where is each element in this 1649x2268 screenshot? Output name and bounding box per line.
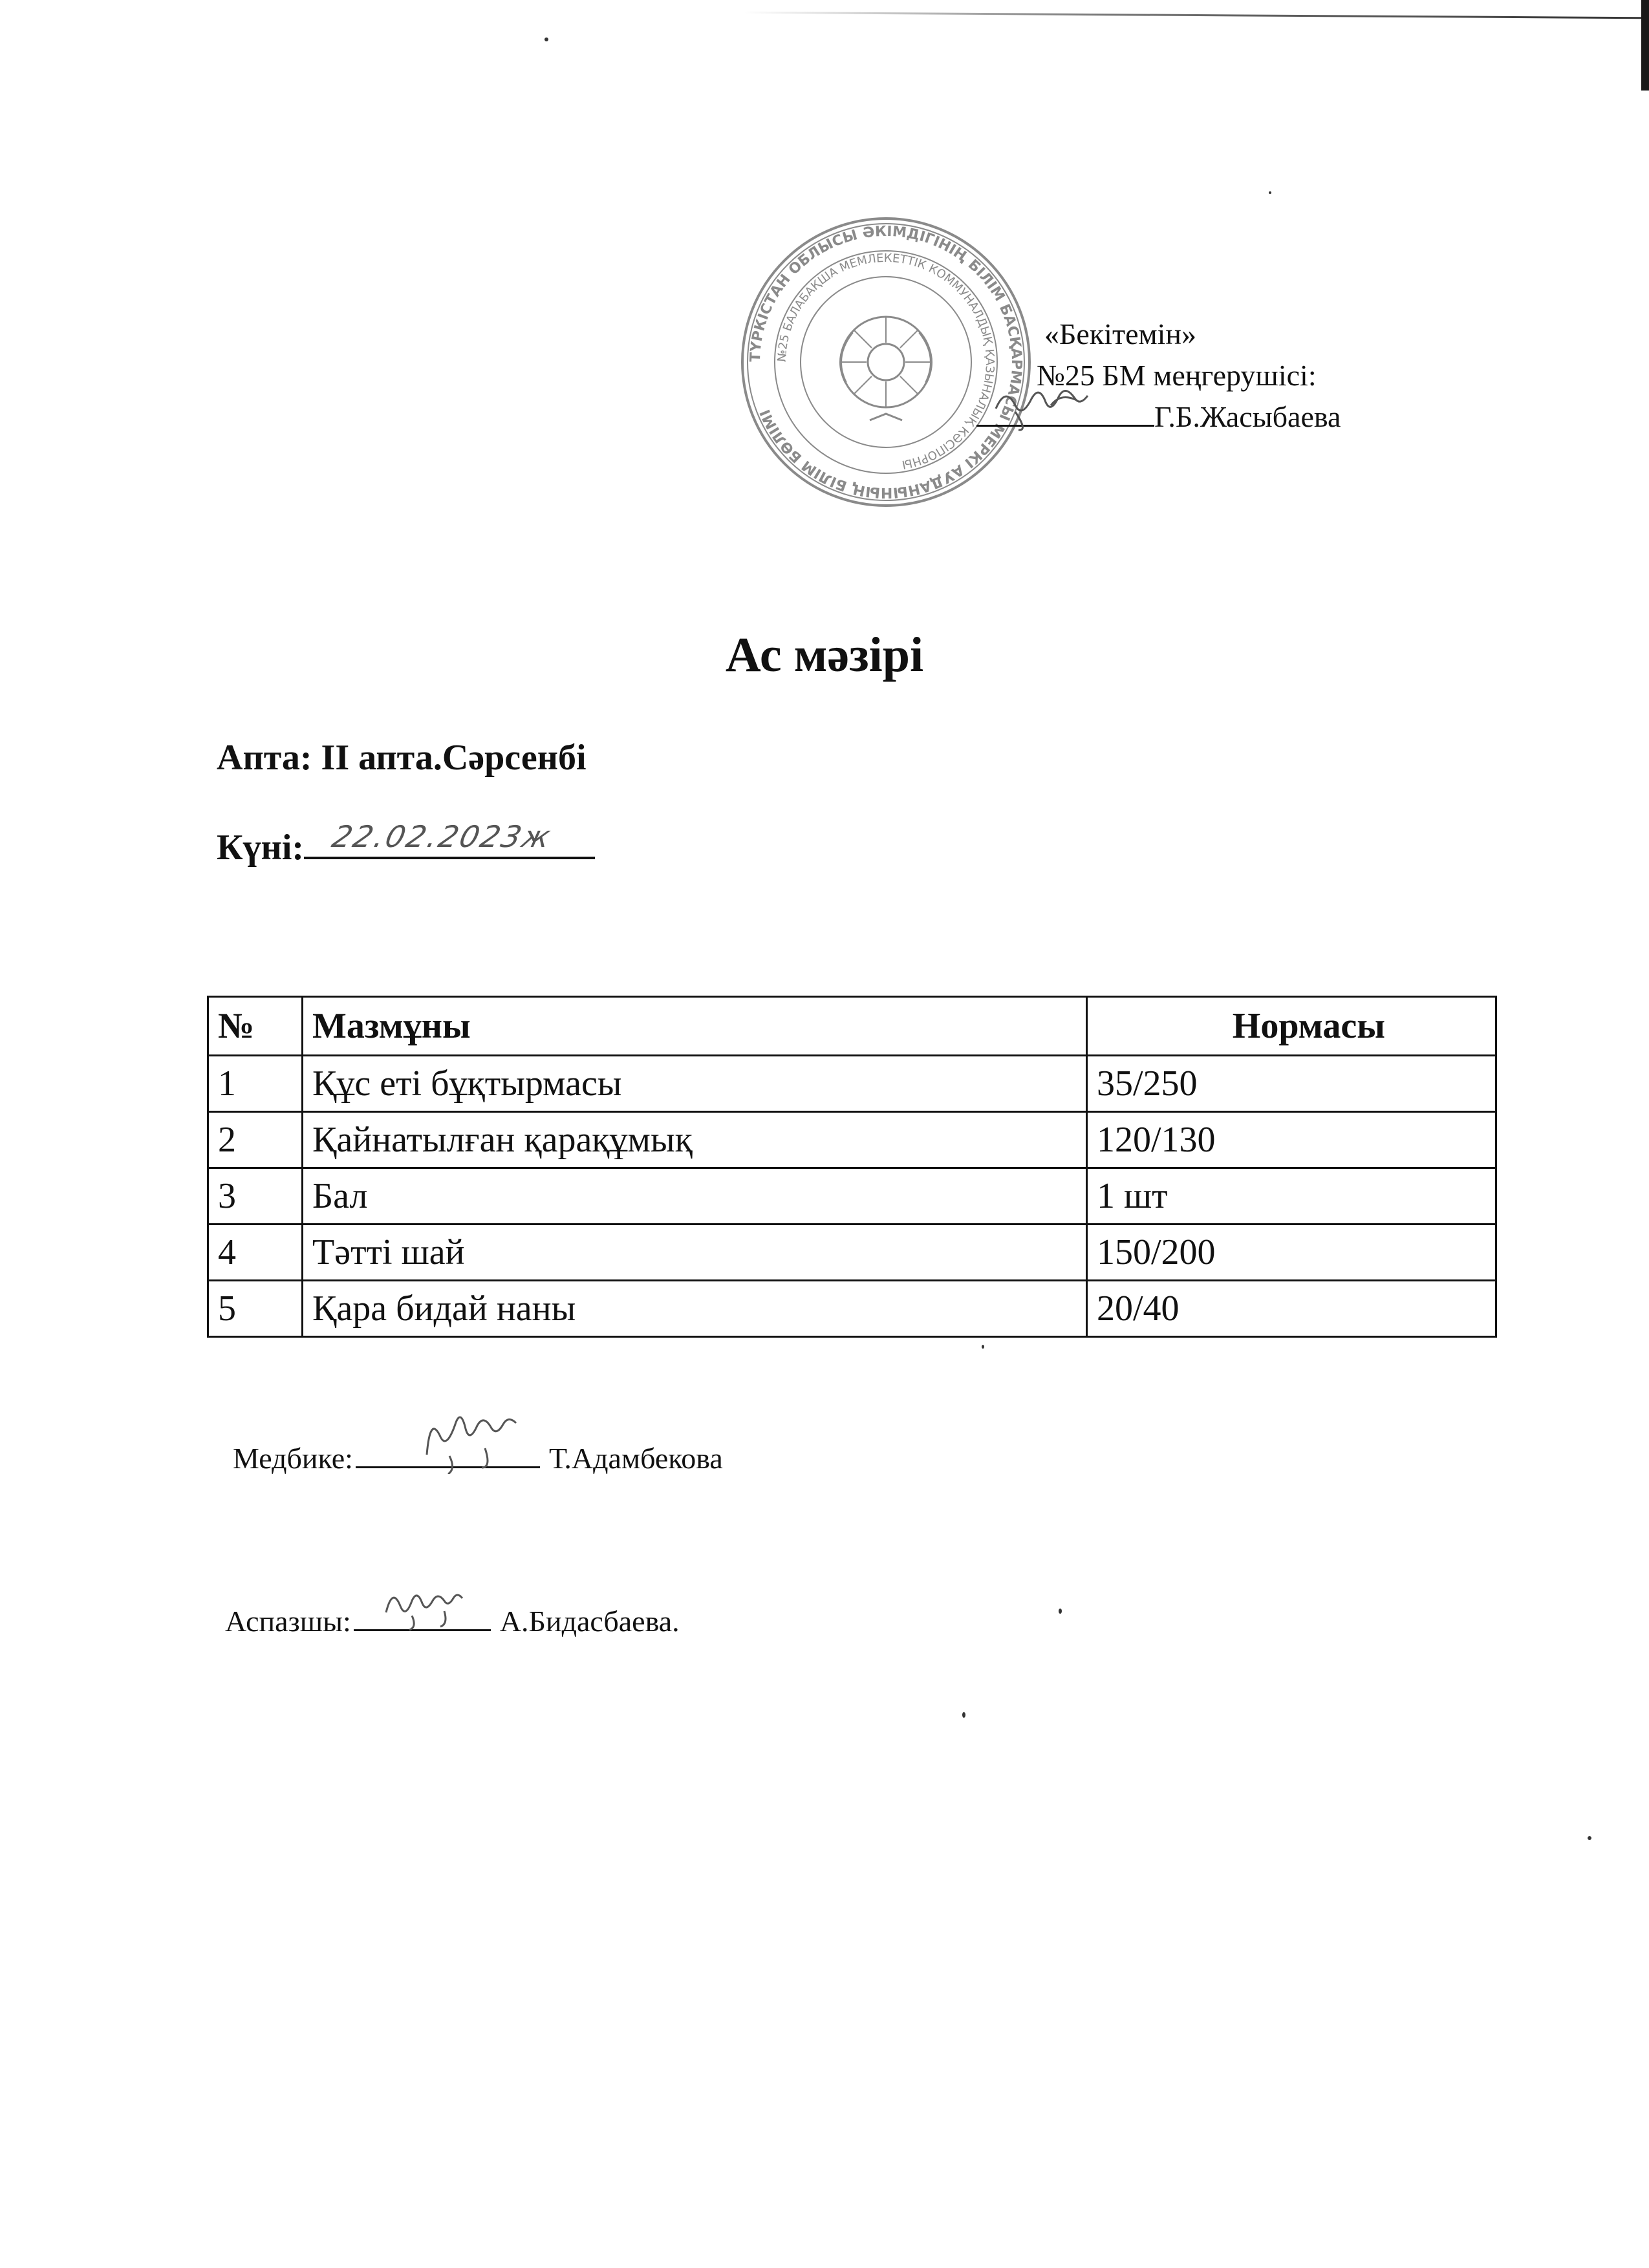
- dish-name: Бал: [303, 1168, 1087, 1225]
- row-number: 4: [208, 1225, 303, 1281]
- director-name: Г.Б.Жасыбаева: [1154, 400, 1341, 433]
- dish-norm: 35/250: [1087, 1056, 1496, 1112]
- table-row: [208, 1225, 1496, 1281]
- table-header-row: [208, 997, 1496, 1056]
- date-row: [217, 819, 595, 868]
- approval-heading: «Бекітемін»: [1044, 317, 1196, 350]
- page-title: Ас мәзірі: [725, 628, 924, 682]
- stamp-outer-text: ТҮРКІСТАН ОБЛЫСЫ ӘКІМДІГІНІҢ БІЛІМ БАСҚАРМАСЫ МЕРКІ АУДАНЫНЫҢ БІЛІМ БӨЛІМІ: [747, 223, 1025, 501]
- nurse-name: Т.Адамбекова: [548, 1442, 723, 1475]
- dish-norm: 150/200: [1087, 1225, 1496, 1281]
- row-number: 1: [208, 1056, 303, 1112]
- scan-speck: [1059, 1609, 1062, 1614]
- approval-position: №25 БМ меңгерушісі:: [1037, 359, 1317, 392]
- dish-name: Құс еті бұқтырмасы: [303, 1056, 1087, 1112]
- official-stamp-seal: [737, 213, 1035, 511]
- table-row: [208, 1281, 1496, 1337]
- scan-edge-right: [1641, 0, 1649, 91]
- scan-speck: [1588, 1836, 1591, 1840]
- svg-text:№25 БАЛАБАҚША МЕМЛЕКЕТТІК КОММ: [775, 251, 997, 471]
- table-row: [208, 1168, 1496, 1225]
- date-value-handwritten: 22.02.2023ж: [329, 819, 556, 854]
- nurse-signature-row: [233, 1440, 723, 1475]
- cook-signature-row: [225, 1603, 680, 1638]
- header-content: Мазмұны: [303, 997, 1087, 1056]
- date-label: Күні:: [217, 828, 305, 868]
- cook-name: А.Бидасбаева.: [499, 1605, 680, 1638]
- header-norm: Нормасы: [1087, 997, 1496, 1056]
- cook-label: Аспазшы:: [225, 1605, 351, 1638]
- date-field: [304, 819, 595, 859]
- row-number: 5: [208, 1281, 303, 1337]
- scan-speck: [962, 1712, 965, 1718]
- table-row: [208, 1112, 1496, 1168]
- table-row: [208, 1056, 1496, 1112]
- approval-block: [1037, 314, 1341, 438]
- svg-text:ТҮРКІСТАН ОБЛЫСЫ ӘКІМДІГІНІҢ Б: [748, 224, 1024, 500]
- dish-name: Қара бидай наны: [303, 1281, 1087, 1337]
- cook-signature-line: [354, 1603, 491, 1631]
- row-number: 3: [208, 1168, 303, 1225]
- state-emblem-icon: [841, 317, 931, 420]
- cook-signature-icon: [380, 1580, 477, 1632]
- scan-edge-top: [744, 12, 1649, 19]
- scan-speck: [544, 37, 548, 41]
- dish-name: Тәтті шай: [303, 1225, 1087, 1281]
- scan-speck: [1269, 191, 1271, 194]
- row-number: 2: [208, 1112, 303, 1168]
- stamp-inner-text: №25 БАЛАБАҚША МЕМЛЕКЕТТІК КОММУНАЛДЫҚ ҚАЗЫНАЛЫҚ КӘСІПОРНЫ: [775, 251, 997, 472]
- nurse-signature-icon: [414, 1409, 537, 1474]
- nurse-signature-line: [356, 1440, 540, 1468]
- dish-norm: 20/40: [1087, 1281, 1496, 1337]
- dish-norm: 120/130: [1087, 1112, 1496, 1168]
- director-signature-line: [976, 399, 1154, 427]
- menu-table: [207, 996, 1497, 1338]
- week-label: Апта: ІІ апта.Сәрсенбі: [217, 738, 587, 778]
- scan-speck: [982, 1345, 984, 1349]
- director-signature-icon: [989, 380, 1119, 431]
- header-number: №: [208, 997, 303, 1056]
- nurse-label: Медбике:: [233, 1442, 353, 1475]
- dish-norm: 1 шт: [1087, 1168, 1496, 1225]
- dish-name: Қайнатылған қарақұмық: [303, 1112, 1087, 1168]
